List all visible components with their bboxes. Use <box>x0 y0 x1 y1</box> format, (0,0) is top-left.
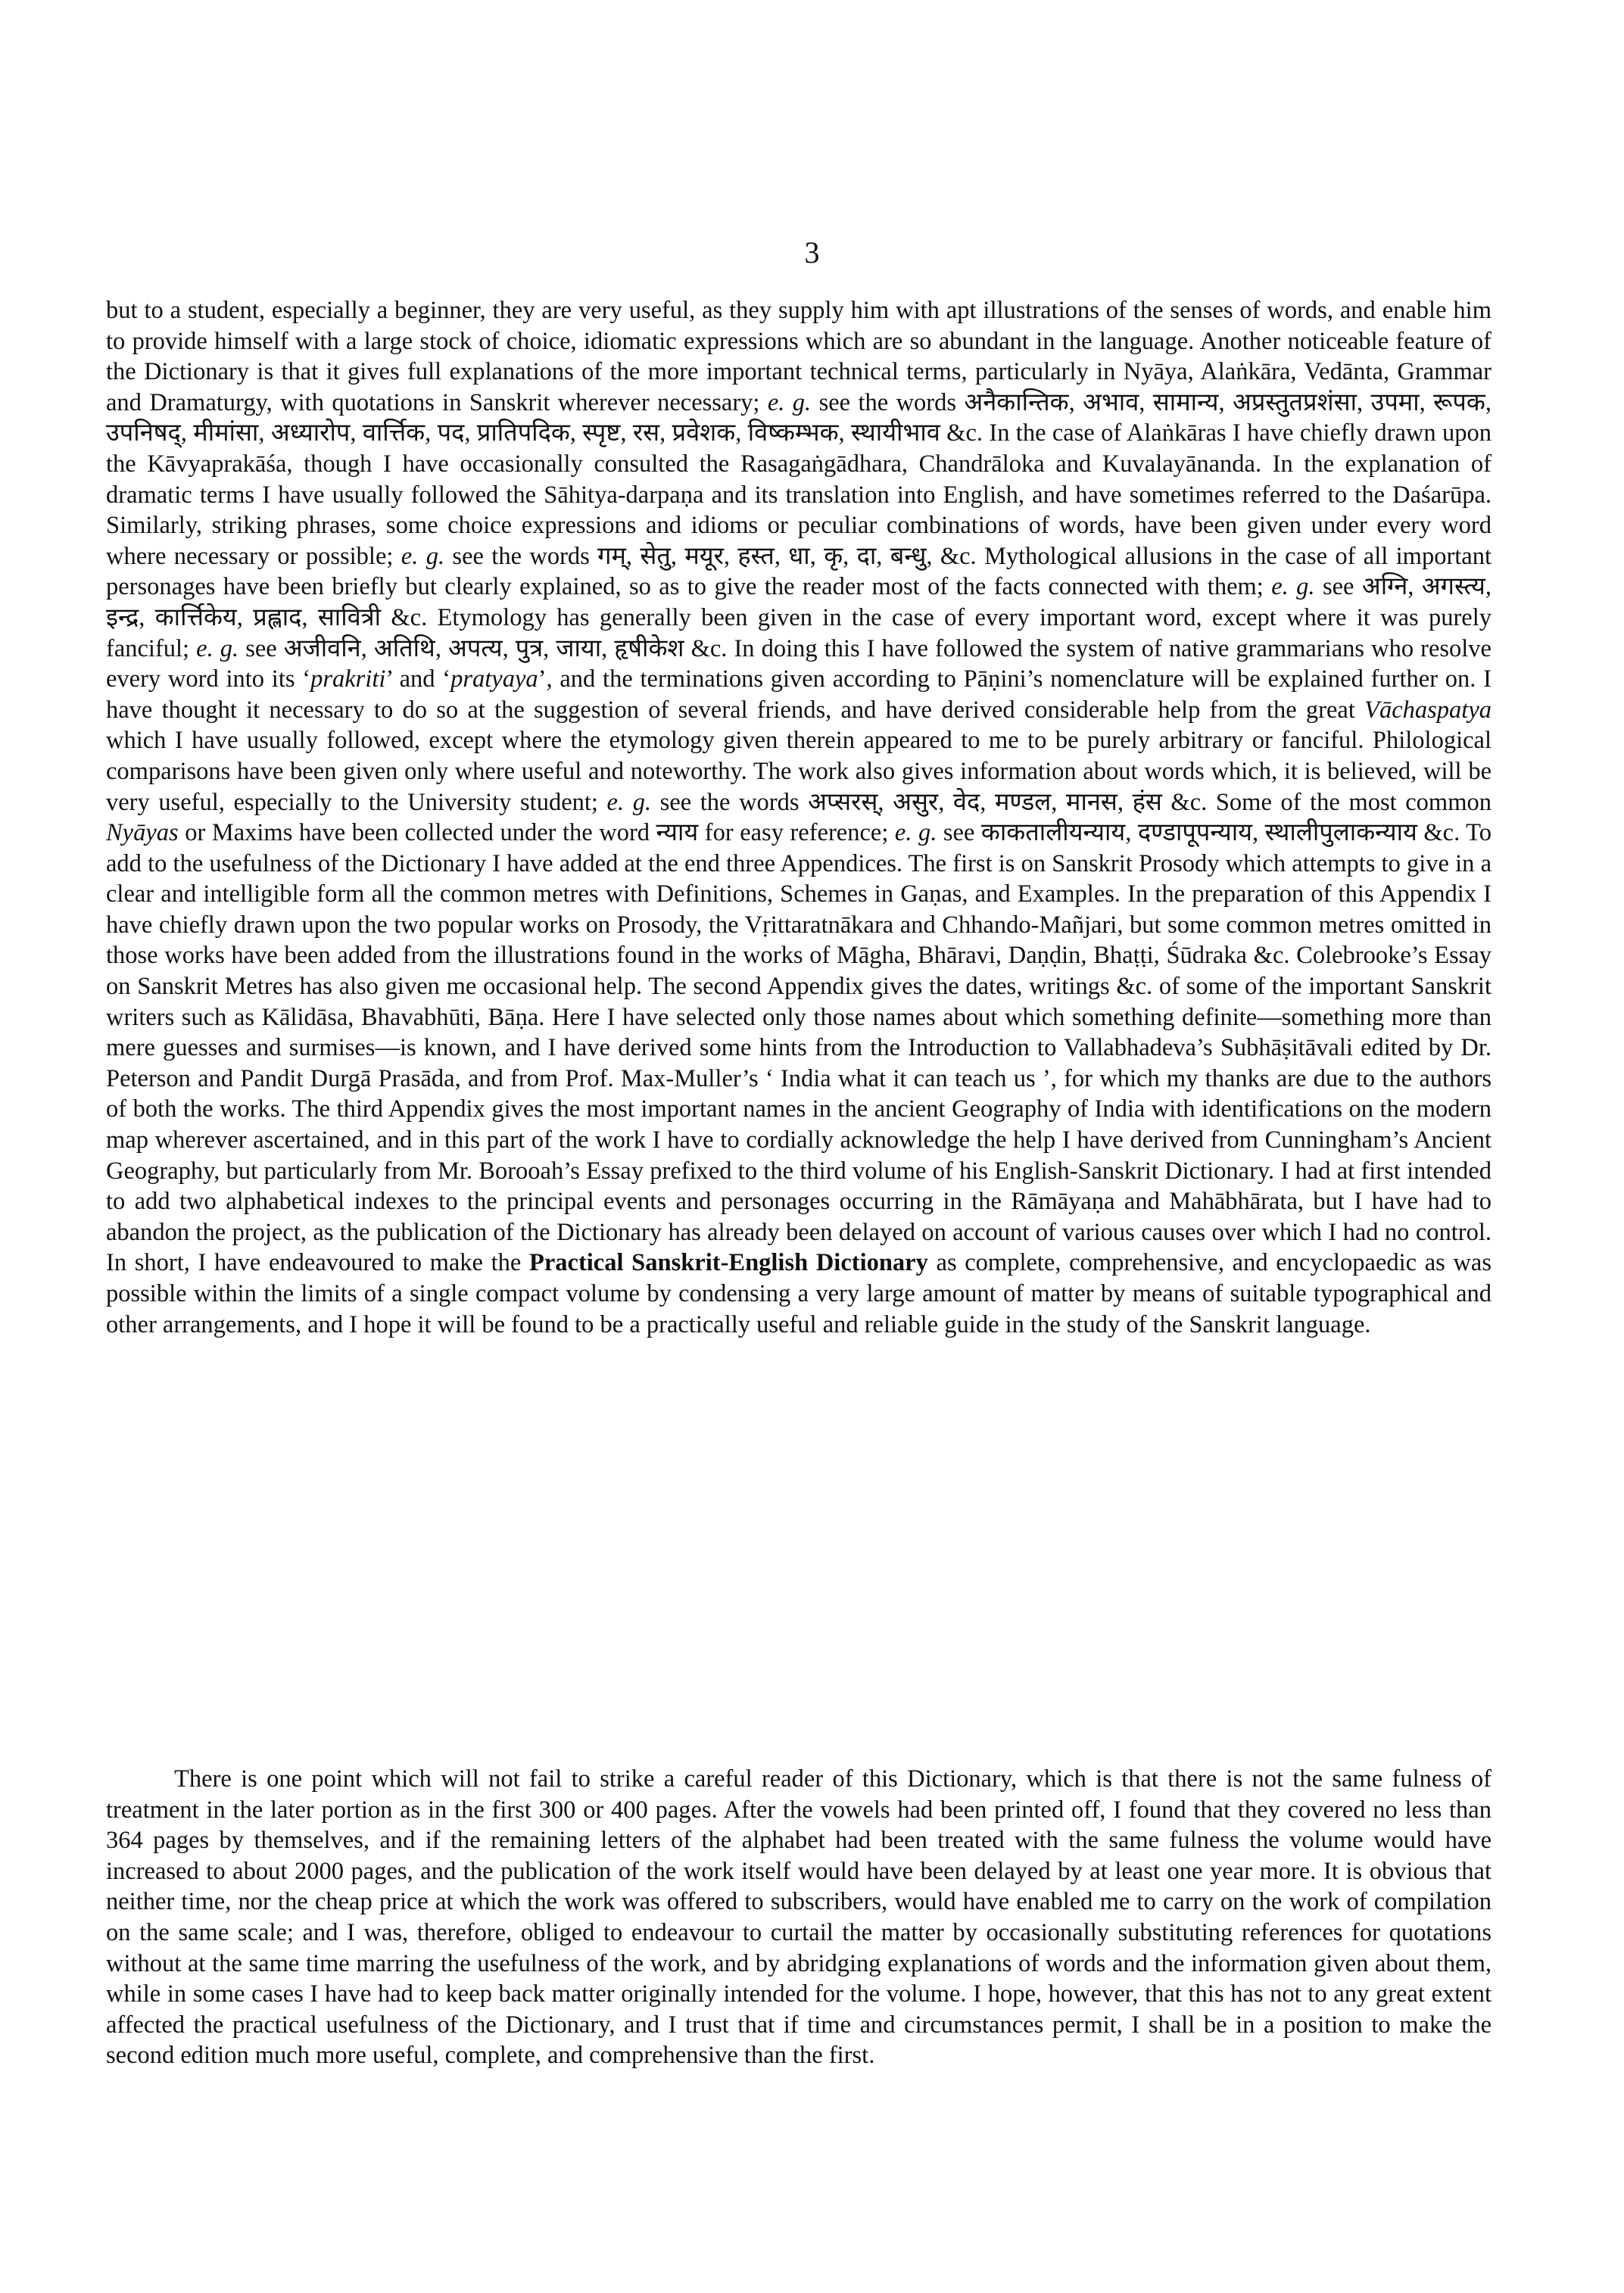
text-run: ’, and the terminations given according to Pāṇini’s nomenclature will be explained further on. I have thought it necessary to do so at the suggestion of several friends, and have derived considerable help from the great <box>106 665 1492 724</box>
body-text-block-1 <box>106 295 1492 1340</box>
italic-text-run: Vāchaspatya <box>1364 696 1492 724</box>
paragraph-2 <box>106 1764 1492 2071</box>
text-run: or Maxims have been collected under the word न्याय for easy reference; <box>178 819 895 847</box>
italic-text-run: pratyaya <box>450 665 538 693</box>
text-run: but to a student, especially a beginner, they are very useful, as they supply him with apt illustrations of the senses of words, and enable him to provide himself with a large stock of choice, idiomatic expressions which are so abundant in the language. Another noticeable feature of the Dictionary is that it gives full explanations of the more important technical terms, particularly in Nyāya, Alaṅkāra, Vedānta, Grammar and Dramaturgy, with quotations in Sanskrit wherever necessary; <box>106 297 1492 416</box>
text-run: There is one point which will not fail to strike a careful reader of this Dictionary, which is that there is not the same fulness of treatment in the later portion as in the first 300 or 400 pages. After the vowels had been printed off, I found that they covered no less than 364 pages by themselves, and if the remaining letters of the alphabet had been treated with the same fulness the volume would have increased to about 2000 pages, and the publication of the work itself would have been delayed by at least one year more. It is obvious that neither time, nor the cheap price at which the work was offered to subscribers, would have enabled me to carry on the work of compilation on the same scale; and I was, therefore, obliged to endeavour to curtail the matter by occasionally substituting references for quotations without at the same time marring the usefulness of the work, and by abridging explanations of words and the information given about them, while in some cases I have had to keep back matter originally intended for the volume. I hope, however, that this has not to any great extent affected the practical usefulness of the Dictionary, and I trust that if time and circumstances permit, I shall be in a position to make the second edition much more useful, complete, and comprehensive than the first. <box>106 1765 1492 2070</box>
text-run: see काकतालीयन्याय, दण्डापूपन्याय, स्थालीपुलाकन्याय &c. To add to the usefulness of the Dictionary I have added at the end three Appendices. The first is on Sanskrit Prosody which attempts to give in a clear and intelligible form all the common metres with Definitions, Schemes in Gaṇas, and Examples. In the preparation of this Appendix I have chiefly drawn upon the two popular works on Prosody, the Vṛittaratnākara and Chhando-Mañjari, but some common metres omitted in those works have been added from the illustrations found in the works of Māgha, Bhāravi, Daṇḍin, Bhaṭṭi, Śūdraka &c. Colebrooke’s Essay on Sanskrit Metres has also given me occasional help. The second Appendix gives the dates, writings &c. of some of the important Sanskrit writers such as Kālidāsa, Bhavabhūti, Bāṇa. Here I have selected only those names about which something definite—something more than mere guesses and surmises—is known, and I have derived some hints from the Introduction to Vallabhadeva’s Subhāṣitāvali edited by Dr. Peterson and Pandit Durgā Prasāda, and from Prof. Max-Muller’s ‘ India what it can teach us ’, for which my thanks are due to the authors of both the works. The third Appendix gives the most important names in the ancient Geography of India with identifications on the modern map wherever ascertained, and in this part of the work I have to cordially acknowledge the help I have derived from Cunningham’s Ancient Geography, but particularly from Mr. Borooah’s Essay prefixed to the third volume of his English-Sanskrit Dictionary. I had at first intended to add two alphabetical indexes to the principal events and personages occurring in the Rāmāyaṇa and Mahābhārata, but I have had to abandon the project, as the publication of the Dictionary has already been delayed on account of various causes over which I had no control. In short, I have endeavoured to make the <box>106 819 1492 1277</box>
text-run: see the words गम्, सेतु, मयूर, हस्त, धा, कृ, दा, बन्धु, &c. Mythological allusions in the case of all important personages have been briefly but clearly explained, so as to give the reader most of the facts connected with them; <box>106 542 1492 601</box>
italic-text-run: e. g. <box>196 634 239 662</box>
body-text-block-2 <box>106 1764 1492 2071</box>
text-run: see अजीवनि, अतिथि, अपत्य, पुत्र, जाया, हृषीकेश &c. In doing this I have followed the system of native grammarians who resolve every word into its ‘ <box>106 634 1492 693</box>
italic-text-run: e. g. <box>1271 573 1315 601</box>
text-run: see the words अप्सरस्, असुर, वेद, मण्डल, मानस, हंस &c. Some of the most common <box>651 788 1492 816</box>
text-run: see अग्नि, अगस्त्य, इन्द्र, कार्त्तिकेय, प्रह्लाद, सावित्री &c. Etymology has generally been given in the case of every important word, except where it was purely fanciful; <box>106 573 1492 662</box>
italic-text-run: e. g. <box>767 388 812 416</box>
italic-text-run: prakriti <box>310 665 386 693</box>
italic-text-run: e. g. <box>606 788 652 816</box>
bold-text-run: Practical Sanskrit-English Dictionary <box>529 1249 928 1277</box>
italic-text-run: e. g. <box>401 542 445 570</box>
italic-text-run: Nyāyas <box>106 819 179 847</box>
text-run: ’ and ‘ <box>385 665 451 693</box>
text-run: as complete, comprehensive, and encyclopaedic as was possible within the limits of a single compact volume by condensing a very large amount of matter by means of suitable typographical and other arrangements, and I hope it will be found to be a practically useful and reliable guide in the study of the Sanskrit language. <box>106 1249 1492 1338</box>
page-number: 3 <box>804 235 820 269</box>
italic-text-run: e. g. <box>894 819 937 847</box>
paragraph-1 <box>106 295 1492 1340</box>
text-run: see the words अनैकान्तिक, अभाव, सामान्य, अप्रस्तुतप्रशंसा, उपमा, रूपक, उपनिषद्, मीमांसा, अध्यारोप, वार्त्तिक, पद, प्रातिपदिक, स्पृष्ट, रस, प्रवेशक, विष्कम्भक, स्थायीभाव &c. In the case of Alaṅkāras I have chiefly drawn upon the Kāvyaprakāśa, though I have occasionally consulted the Rasagaṅgādhara, Chandrāloka and Kuvalayānanda. In the explanation of dramatic terms I have usually followed the Sāhitya-darpaṇa and its translation into English, and have sometimes referred to the Daśarūpa. Similarly, striking phrases, some choice expressions and idioms or peculiar combinations of words, have been given under every word where necessary or possible; <box>106 388 1492 570</box>
text-run: which I have usually followed, except where the etymology given therein appeared to me to be purely arbitrary or fanciful. Philological comparisons have been given only where useful and noteworthy. The work also gives information about words which, it is believed, will be very useful, especially to the University student; <box>106 727 1492 816</box>
